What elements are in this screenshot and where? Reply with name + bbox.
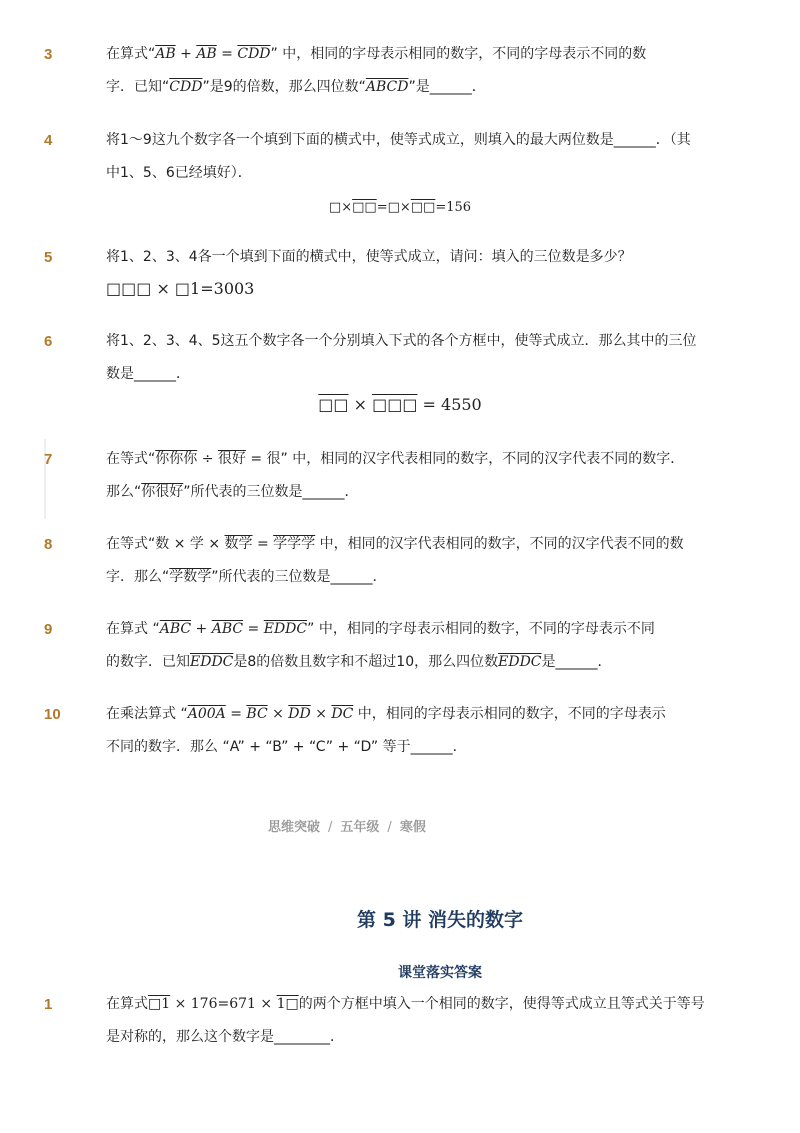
math-term: ABCD <box>365 79 409 95</box>
math-term: 很好 <box>217 451 246 467</box>
problem-number: 9 <box>44 621 53 638</box>
text: ” 中，相同的字母表示相同的数字，不同的字母表示不同 <box>307 621 655 637</box>
footer-separator: / <box>328 820 333 835</box>
problem-text-line-1 <box>106 619 655 639</box>
math-term: EDDC <box>190 654 234 670</box>
text: ” 中，相同的字母表示相同的数字，不同的字母表示不同的数 <box>270 46 647 62</box>
problem-text-line-2: 中1、5、6已经填好）． <box>106 165 252 181</box>
equation <box>0 200 800 215</box>
math-term: 学数学 <box>169 569 212 585</box>
problem-number: 3 <box>44 46 53 63</box>
problem-text-line-1 <box>106 994 705 1014</box>
math-term: □× <box>328 200 353 215</box>
problem-text-line-2 <box>106 482 359 502</box>
problem-number: 6 <box>44 333 53 350</box>
text: 的两个方框中填入一个相同的数字，使得等式成立且等式关于等号 <box>298 996 705 1012</box>
footer-series: 思维突破 <box>268 820 321 835</box>
text: 那么“ <box>106 484 142 500</box>
footer-separator: / <box>387 820 392 835</box>
math-term: 你你你 <box>155 451 198 467</box>
math-term: 数学 <box>224 536 253 552</box>
problem-text-line-1 <box>106 534 684 554</box>
math-operator: = <box>216 46 238 62</box>
footer-term: 寒假 <box>399 820 426 835</box>
text: ”是9的倍数，那么四位数“ <box>202 79 366 95</box>
math-term: $\overline{CDD}$ <box>237 46 271 62</box>
math-operator: = <box>243 621 264 637</box>
text: 在算式 <box>106 996 148 1012</box>
math-term: EDDC <box>263 621 308 637</box>
math-term: $\overline{DD}$ <box>288 706 311 722</box>
text: 在等式“数 × 学 × <box>106 536 225 552</box>
math-term: =156 <box>435 200 472 215</box>
text: 在算式 “ <box>106 621 160 637</box>
problem-number: 4 <box>44 132 53 149</box>
text: 在等式“ <box>106 451 156 467</box>
math-term: □□ <box>410 200 436 215</box>
problem-text-line-1: 将1、2、3、4、5这五个数字各一个分别填入下式的各个方框中，使等式成立．那么其中的三位 <box>106 333 697 349</box>
text: 中，相同的汉字代表相同的数字，不同的汉字代表不同的数 <box>315 536 684 552</box>
math-term: □□□ <box>372 395 418 414</box>
math-term: □□ <box>318 395 349 414</box>
equation: □□□ × □1=3003 <box>106 279 255 298</box>
math-term: EDDC <box>498 654 542 670</box>
math-term: $\overline{BC}$ <box>246 706 268 722</box>
math-term: □1 <box>148 996 171 1012</box>
text: 的数字．已知 <box>106 654 190 670</box>
math-term: 学学学 <box>273 536 316 552</box>
text: ”所代表的三位数是______． <box>211 569 387 585</box>
math-term: $\overline{AB}$ <box>155 46 176 62</box>
problem-text-line-1 <box>106 449 684 469</box>
math-term: = 4550 <box>417 395 482 414</box>
problem-text-line-2 <box>106 567 387 587</box>
math-term: □□ <box>352 200 377 215</box>
footer-grade: 五年级 <box>340 820 380 835</box>
problem-text-line-1 <box>106 44 646 64</box>
text: 字．那么“ <box>106 569 170 585</box>
problem-text-line-2 <box>106 77 486 97</box>
problem-number: 1 <box>44 996 53 1013</box>
problem-text-line-1: 将1～9这九个数字各一个填到下面的横式中，使等式成立，则填入的最大两位数是______．（其 <box>106 132 691 148</box>
text: 是______． <box>541 654 612 670</box>
chapter-title: 第 5 讲 消失的数字 <box>356 909 524 931</box>
text: 在乘法算式 “ <box>106 706 188 722</box>
text: 中，相同的字母表示相同的数字，不同的字母表示 <box>353 706 666 722</box>
math-term: × 176=671 × <box>170 996 277 1012</box>
text: 在算式“ <box>106 46 156 62</box>
section-title: 课堂落实答案 <box>398 965 482 981</box>
math-operator: = <box>225 706 247 722</box>
math-operator: ÷ <box>197 451 218 467</box>
problem-number: 8 <box>44 536 53 553</box>
text: 字．已知“ <box>106 79 170 95</box>
problem-text-line-1: 将1、2、3、4各一个填到下面的横式中，使等式成立，请问：填入的三位数是多少？ <box>106 249 632 265</box>
math-term: A00A <box>187 706 226 722</box>
math-operator: × <box>267 706 289 722</box>
math-term: =□× <box>376 200 411 215</box>
math-term: 1□ <box>276 996 299 1012</box>
problem-number: 5 <box>44 249 53 266</box>
problem-text-line-2: 数是______． <box>106 366 190 382</box>
math-operator: + <box>175 46 197 62</box>
math-operator: + <box>191 621 212 637</box>
problem-text-line-2 <box>106 652 612 672</box>
math-term: $\overline{DC}$ <box>331 706 354 722</box>
problem-text-line-1 <box>106 704 666 724</box>
math-operator: × <box>310 706 332 722</box>
math-operator: × <box>348 395 373 414</box>
text: ”所代表的三位数是______． <box>183 484 359 500</box>
problem-text-line-2: 是对称的，那么这个数字是________． <box>106 1029 344 1045</box>
math-term: 你很好 <box>141 484 184 500</box>
problem-text-line-2: 不同的数字．那么 “A” + “B” + “C” + “D” 等于______． <box>106 739 467 755</box>
problem-number: 7 <box>44 451 53 468</box>
text: 是8的倍数且数字和不超过10，那么四位数 <box>233 654 499 670</box>
math-term: $\overline{ABC}$ <box>211 621 244 637</box>
math-term: $\overline{CDD}$ <box>169 79 203 95</box>
math-term: $\overline{ABC}$ <box>159 621 192 637</box>
page-footer <box>268 816 426 835</box>
math-operator: = <box>252 536 274 552</box>
equation <box>0 395 800 414</box>
text: ”是______． <box>408 79 486 95</box>
text: = 很” 中，相同的汉字代表相同的数字，不同的汉字代表不同的数字． <box>245 451 685 467</box>
problem-number: 10 <box>44 706 61 723</box>
math-term: $\overline{AB}$ <box>196 46 217 62</box>
